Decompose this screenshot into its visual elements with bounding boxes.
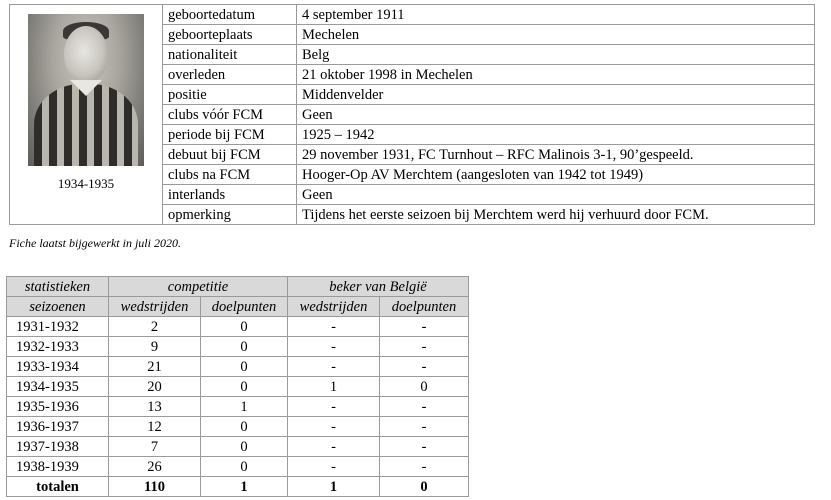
bio-value: Belg bbox=[297, 45, 815, 65]
competition-goals: 0 bbox=[201, 337, 288, 357]
cup-goals: - bbox=[380, 417, 469, 437]
season-cell: 1937-1938 bbox=[7, 437, 109, 457]
competition-matches: 26 bbox=[109, 457, 201, 477]
bio-value: 29 november 1931, FC Turnhout – RFC Malinois 3-1, 90’gespeeld. bbox=[297, 145, 815, 165]
stats-header-sub bbox=[7, 297, 469, 317]
season-cell: 1935-1936 bbox=[7, 397, 109, 417]
header-cup: beker van België bbox=[288, 277, 469, 297]
bio-label: nationaliteit bbox=[163, 45, 297, 65]
bio-value: Hooger-Op AV Merchtem (aangesloten van 1942 tot 1949) bbox=[297, 165, 815, 185]
bio-label: overleden bbox=[163, 65, 297, 85]
cup-goals: - bbox=[380, 337, 469, 357]
competition-matches: 13 bbox=[109, 397, 201, 417]
header-goals-cup: doelpunten bbox=[380, 297, 469, 317]
totals-label: totalen bbox=[7, 477, 109, 497]
cup-goals: - bbox=[380, 357, 469, 377]
bio-value: Geen bbox=[297, 185, 815, 205]
table-row bbox=[7, 357, 469, 377]
bio-label: clubs na FCM bbox=[163, 165, 297, 185]
season-cell: 1932-1933 bbox=[7, 337, 109, 357]
cup-goals: - bbox=[380, 457, 469, 477]
bio-label: positie bbox=[163, 85, 297, 105]
bio-label: debuut bij FCM bbox=[163, 145, 297, 165]
competition-goals: 0 bbox=[201, 437, 288, 457]
bio-label: geboortedatum bbox=[163, 5, 297, 25]
total-competition-matches: 110 bbox=[109, 477, 201, 497]
cup-matches: - bbox=[288, 357, 380, 377]
bio-value: 21 oktober 1998 in Mechelen bbox=[297, 65, 815, 85]
bio-value: 1925 – 1942 bbox=[297, 125, 815, 145]
bio-label: opmerking bbox=[163, 205, 297, 225]
player-bio-table bbox=[9, 4, 815, 225]
cup-matches: - bbox=[288, 437, 380, 457]
competition-goals: 0 bbox=[201, 377, 288, 397]
photo-caption: 1934-1935 bbox=[57, 176, 115, 191]
competition-matches: 2 bbox=[109, 317, 201, 337]
table-row bbox=[7, 377, 469, 397]
competition-matches: 9 bbox=[109, 337, 201, 357]
total-competition-goals: 1 bbox=[201, 477, 288, 497]
cup-matches: 1 bbox=[288, 377, 380, 397]
competition-matches: 20 bbox=[109, 377, 201, 397]
bio-value: Middenvelder bbox=[297, 85, 815, 105]
stats-header-top bbox=[7, 277, 469, 297]
table-row bbox=[7, 437, 469, 457]
table-row bbox=[7, 457, 469, 477]
competition-matches: 12 bbox=[109, 417, 201, 437]
table-row bbox=[7, 397, 469, 417]
bio-value: Tijdens het eerste seizoen bij Merchtem werd hij verhuurd door FCM. bbox=[297, 205, 815, 225]
cup-matches: - bbox=[288, 337, 380, 357]
competition-goals: 0 bbox=[201, 317, 288, 337]
competition-goals: 0 bbox=[201, 417, 288, 437]
bio-value: Mechelen bbox=[297, 25, 815, 45]
competition-goals: 1 bbox=[201, 397, 288, 417]
cup-matches: - bbox=[288, 317, 380, 337]
bio-label: clubs vóór FCM bbox=[163, 105, 297, 125]
cup-goals: - bbox=[380, 437, 469, 457]
statistics-table bbox=[6, 276, 469, 497]
cup-goals: - bbox=[380, 397, 469, 417]
cup-matches: - bbox=[288, 397, 380, 417]
bio-value: Geen bbox=[297, 105, 815, 125]
competition-matches: 7 bbox=[109, 437, 201, 457]
totals-row bbox=[7, 477, 469, 497]
header-goals-competition: doelpunten bbox=[201, 297, 288, 317]
cup-goals: 0 bbox=[380, 377, 469, 397]
header-matches-cup: wedstrijden bbox=[288, 297, 380, 317]
bio-label: geboorteplaats bbox=[163, 25, 297, 45]
competition-goals: 0 bbox=[201, 357, 288, 377]
photo-cell bbox=[10, 5, 163, 225]
cup-matches: - bbox=[288, 457, 380, 477]
competition-matches: 21 bbox=[109, 357, 201, 377]
season-cell: 1933-1934 bbox=[7, 357, 109, 377]
bio-value: 4 september 1911 bbox=[297, 5, 815, 25]
header-competition: competitie bbox=[109, 277, 288, 297]
bio-label: periode bij FCM bbox=[163, 125, 297, 145]
season-cell: 1938-1939 bbox=[7, 457, 109, 477]
table-row bbox=[7, 317, 469, 337]
total-cup-matches: 1 bbox=[288, 477, 380, 497]
table-row bbox=[7, 337, 469, 357]
cup-matches: - bbox=[288, 417, 380, 437]
bio-row bbox=[10, 5, 815, 25]
header-statistics: statistieken bbox=[7, 277, 109, 297]
season-cell: 1931-1932 bbox=[7, 317, 109, 337]
table-row bbox=[7, 417, 469, 437]
total-cup-goals: 0 bbox=[380, 477, 469, 497]
header-seasons: seizoenen bbox=[7, 297, 109, 317]
last-updated-note: Fiche laatst bijgewerkt in juli 2020. bbox=[9, 236, 181, 250]
competition-goals: 0 bbox=[201, 457, 288, 477]
season-cell: 1934-1935 bbox=[7, 377, 109, 397]
player-photo bbox=[28, 14, 144, 166]
season-cell: 1936-1937 bbox=[7, 417, 109, 437]
bio-label: interlands bbox=[163, 185, 297, 205]
header-matches-competition: wedstrijden bbox=[109, 297, 201, 317]
cup-goals: - bbox=[380, 317, 469, 337]
